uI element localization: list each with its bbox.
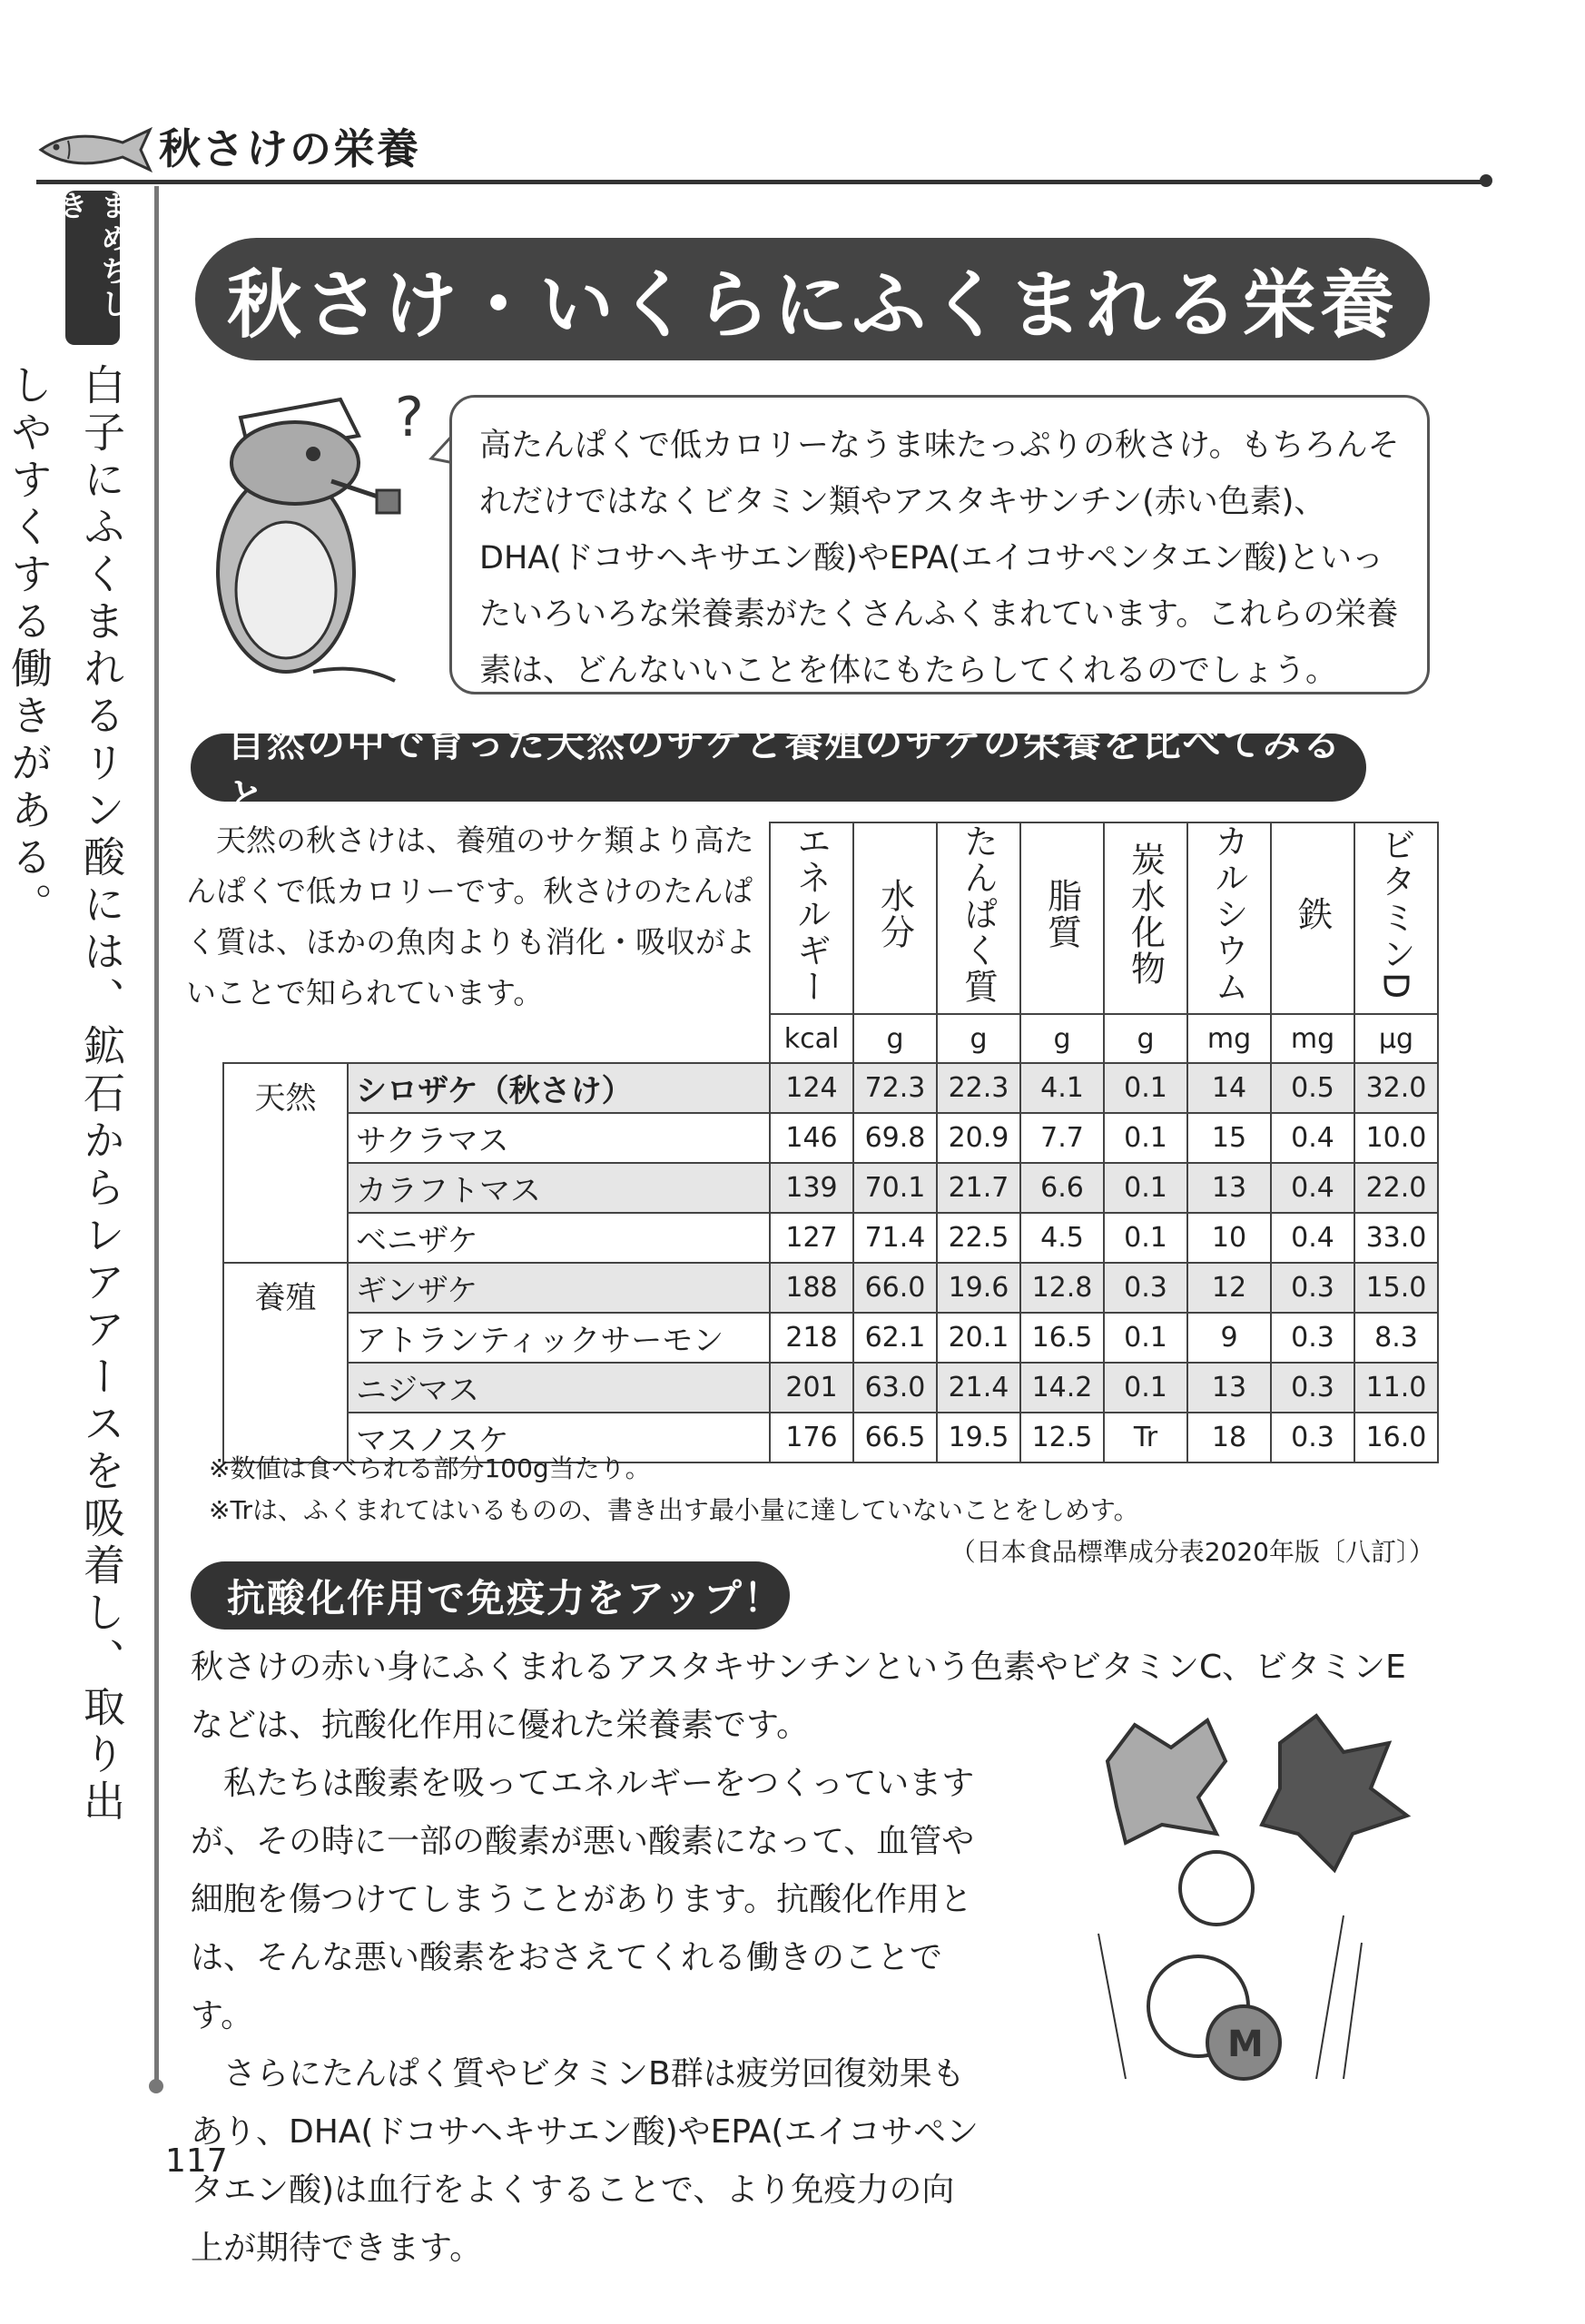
value-cell: 0.1 xyxy=(1104,1313,1187,1363)
comparison-intro: 天然の秋さけは、養殖のサケ類より高たんぱくで低カロリーです。秋さけのたんぱく質は、ほかの魚肉よりも消化・吸収がよいことで知られています。 xyxy=(186,822,755,1010)
value-cell: 10 xyxy=(1187,1213,1271,1263)
value-cell: 66.5 xyxy=(853,1413,937,1462)
value-cell: 0.4 xyxy=(1271,1113,1354,1163)
table-row xyxy=(223,1363,1438,1413)
value-cell: 20.1 xyxy=(937,1313,1020,1363)
svg-text:M: M xyxy=(1227,2024,1264,2065)
value-cell: 15 xyxy=(1187,1113,1271,1163)
col-header: 炭水化物 xyxy=(1104,822,1187,1014)
table-note: ※Trは、ふくまれてはいるものの、書き出す最小量に達していないことをしめす。 xyxy=(209,1495,1139,1525)
value-cell: 21.4 xyxy=(937,1363,1020,1413)
fish-name: カラフトマス xyxy=(348,1163,770,1213)
value-cell: 19.5 xyxy=(937,1413,1020,1462)
salmon-sailor-illustration xyxy=(177,363,449,690)
value-cell: 15.0 xyxy=(1354,1263,1438,1313)
sidebar-rule xyxy=(154,186,159,2093)
value-cell: 66.0 xyxy=(853,1263,937,1313)
fish-name: マスノスケ xyxy=(348,1413,770,1462)
value-cell: 22.0 xyxy=(1354,1163,1438,1213)
col-header: ビタミンD xyxy=(1354,822,1438,1014)
value-cell: 0.3 xyxy=(1271,1363,1354,1413)
value-cell: 12.8 xyxy=(1020,1263,1104,1313)
value-cell: 69.8 xyxy=(853,1113,937,1163)
header-rule xyxy=(36,180,1489,184)
page-number: 117 xyxy=(165,2142,228,2180)
table-row xyxy=(223,1213,1438,1263)
col-header: エネルギー xyxy=(770,822,853,1014)
trivia-label: まめちしき xyxy=(65,191,120,345)
col-header: たんぱく質 xyxy=(937,822,1020,1014)
value-cell: 0.1 xyxy=(1104,1363,1187,1413)
unit-cell: mg xyxy=(1271,1014,1354,1063)
fish-name: ギンザケ xyxy=(348,1263,770,1313)
unit-cell: g xyxy=(1104,1014,1187,1063)
value-cell: 22.5 xyxy=(937,1213,1020,1263)
value-cell: 124 xyxy=(770,1063,853,1113)
value-cell: 188 xyxy=(770,1263,853,1313)
salmon-icon xyxy=(36,123,154,177)
group-label: 天然 xyxy=(223,1063,348,1263)
value-cell: 13 xyxy=(1187,1363,1271,1413)
value-cell: 218 xyxy=(770,1313,853,1363)
table-row xyxy=(223,1163,1438,1213)
value-cell: 4.1 xyxy=(1020,1063,1104,1113)
speech-bubble: 高たんぱくで低カロリーなうま味たっぷりの秋さけ。もちろんそれだけではなくビタミン類やアスタキサンチン(赤い色素)、DHA(ドコサヘキサエン酸)やEPA(エイコサペンタエン酸)といったいろいろな栄養素がたくさんふくまれています。これらの栄養素は、どんないいことを体にもたらしてくれるのでしょう。 xyxy=(449,395,1430,694)
value-cell: 12.5 xyxy=(1020,1413,1104,1462)
value-cell: 127 xyxy=(770,1213,853,1263)
fish-name: ニジマス xyxy=(348,1363,770,1413)
value-cell: 19.6 xyxy=(937,1263,1020,1313)
value-cell: 11.0 xyxy=(1354,1363,1438,1413)
trivia-text: 白子にふくまれるリン酸には、鉱石からレアアースを吸着し、取り出しやすくする働きがある。 xyxy=(5,363,126,1827)
value-cell: 22.3 xyxy=(937,1063,1020,1113)
unit-cell: g xyxy=(853,1014,937,1063)
table-row xyxy=(223,1063,1438,1113)
value-cell: 63.0 xyxy=(853,1363,937,1413)
paragraph: 秋さけの赤い身にふくまれるアスタキサンチンという色素やビタミンC、ビタミンEなどは、抗酸化作用に優れた栄養素です。 xyxy=(191,1649,1406,1744)
unit-cell: g xyxy=(937,1014,1020,1063)
value-cell: 0.1 xyxy=(1104,1213,1187,1263)
fish-name: サクラマス xyxy=(348,1113,770,1163)
paragraph: 私たちは酸素を吸ってエネルギーをつくっていますが、その時に一部の酸素が悪い酸素になって、血管や細胞を傷つけてしまうことがあります。抗酸化作用とは、そんな悪い酸素をおさえてくれる働きのことです。 xyxy=(191,1765,975,2034)
table-row xyxy=(223,1263,1438,1313)
value-cell: 0.1 xyxy=(1104,1163,1187,1213)
group-label: 養殖 xyxy=(223,1263,348,1462)
value-cell: 0.1 xyxy=(1104,1063,1187,1113)
value-cell: 16.5 xyxy=(1020,1313,1104,1363)
fish-name: ベニザケ xyxy=(348,1213,770,1263)
value-cell: 0.3 xyxy=(1271,1263,1354,1313)
col-header: カルシウム xyxy=(1187,822,1271,1014)
value-cell: 0.3 xyxy=(1271,1313,1354,1363)
hero-fighting-germs-illustration xyxy=(1071,1707,1416,2088)
table-row xyxy=(223,1113,1438,1163)
table-source: （日本食品標準成分表2020年版〔八訂〕） xyxy=(950,1537,1434,1567)
page-header-title: 秋さけの栄養 xyxy=(159,124,420,173)
table-row xyxy=(223,1313,1438,1363)
value-cell: 0.3 xyxy=(1104,1263,1187,1313)
value-cell: 62.1 xyxy=(853,1313,937,1363)
value-cell: 14.2 xyxy=(1020,1363,1104,1413)
col-header: 脂質 xyxy=(1020,822,1104,1014)
value-cell: Tr xyxy=(1104,1413,1187,1462)
value-cell: 9 xyxy=(1187,1313,1271,1363)
svg-text:?: ? xyxy=(395,386,424,449)
value-cell: 139 xyxy=(770,1163,853,1213)
value-cell: 176 xyxy=(770,1413,853,1462)
value-cell: 0.3 xyxy=(1271,1413,1354,1462)
value-cell: 72.3 xyxy=(853,1063,937,1113)
value-cell: 13 xyxy=(1187,1163,1271,1213)
value-cell: 10.0 xyxy=(1354,1113,1438,1163)
value-cell: 21.7 xyxy=(937,1163,1020,1213)
value-cell: 8.3 xyxy=(1354,1313,1438,1363)
value-cell: 0.5 xyxy=(1271,1063,1354,1113)
section-heading-antioxidant: 抗酸化作用で免疫力をアップ！ xyxy=(191,1561,790,1630)
table-note: ※数値は食べられる部分100g当たり。 xyxy=(209,1453,651,1483)
value-cell: 0.1 xyxy=(1104,1113,1187,1163)
unit-cell: μg xyxy=(1354,1014,1438,1063)
value-cell: 201 xyxy=(770,1363,853,1413)
header-rule-dot xyxy=(1480,174,1492,187)
value-cell: 16.0 xyxy=(1354,1413,1438,1462)
value-cell: 71.4 xyxy=(853,1213,937,1263)
fish-name: アトランティックサーモン xyxy=(348,1313,770,1363)
value-cell: 0.4 xyxy=(1271,1213,1354,1263)
unit-cell: g xyxy=(1020,1014,1104,1063)
value-cell: 14 xyxy=(1187,1063,1271,1113)
value-cell: 6.6 xyxy=(1020,1163,1104,1213)
section-heading-comparison: 自然の中で育った天然のサケと養殖のサケの栄養を比べてみると… xyxy=(191,734,1366,802)
value-cell: 20.9 xyxy=(937,1113,1020,1163)
value-cell: 18 xyxy=(1187,1413,1271,1462)
value-cell: 70.1 xyxy=(853,1163,937,1213)
value-cell: 32.0 xyxy=(1354,1063,1438,1113)
value-cell: 7.7 xyxy=(1020,1113,1104,1163)
main-title: 秋さけ・いくらにふくまれる栄養 xyxy=(195,238,1430,360)
nutrition-table xyxy=(222,822,1439,1463)
value-cell: 4.5 xyxy=(1020,1213,1104,1263)
unit-cell: kcal xyxy=(770,1014,853,1063)
table-notes xyxy=(209,1448,1434,1573)
unit-cell: mg xyxy=(1187,1014,1271,1063)
fish-name: シロザケ（秋さけ） xyxy=(348,1063,770,1113)
value-cell: 0.4 xyxy=(1271,1163,1354,1213)
col-header: 水分 xyxy=(853,822,937,1014)
paragraph: さらにたんぱく質やビタミンB群は疲労回復効果もあり、DHA(ドコサヘキサエン酸)やEPA(エイコサペンタエン酸)は血行をよくすることで、より免疫力の向上が期待できます。 xyxy=(191,2055,980,2267)
value-cell: 146 xyxy=(770,1113,853,1163)
value-cell: 12 xyxy=(1187,1263,1271,1313)
col-header: 鉄 xyxy=(1271,822,1354,1014)
sidebar-rule-dot xyxy=(149,2079,163,2093)
value-cell: 33.0 xyxy=(1354,1213,1438,1263)
